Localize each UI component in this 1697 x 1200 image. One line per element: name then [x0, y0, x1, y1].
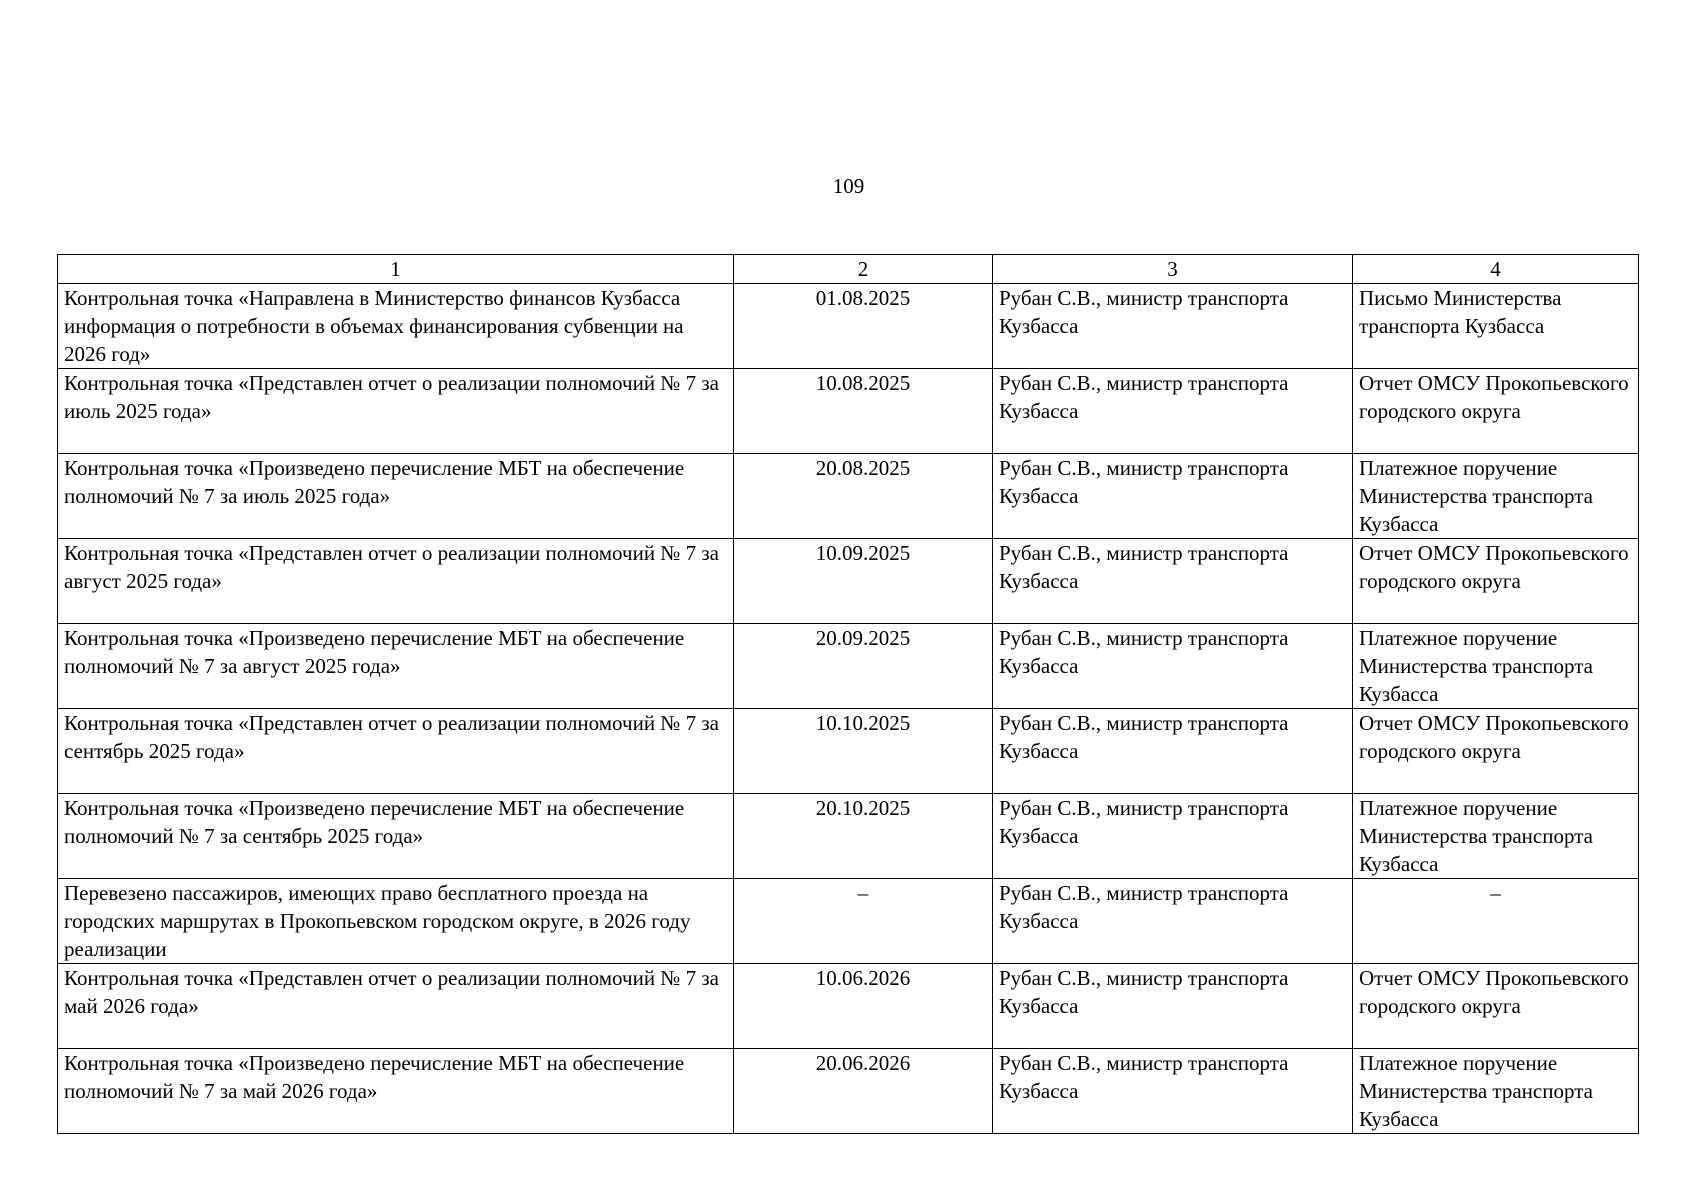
header-col-2: 2 [734, 255, 993, 284]
document-cell: Отчет ОМСУ Прокопьевского городского округа [1353, 369, 1639, 454]
date-cell: 10.06.2026 [734, 964, 993, 1049]
document-cell: Отчет ОМСУ Прокопьевского городского округа [1353, 964, 1639, 1049]
table-row [58, 369, 1639, 454]
header-row [58, 255, 1639, 284]
event-cell: Контрольная точка «Произведено перечисление МБТ на обеспечение полномочий № 7 за август 2025 года» [58, 624, 734, 709]
page-number: 109 [832, 174, 865, 198]
event-cell: Контрольная точка «Произведено перечисление МБТ на обеспечение полномочий № 7 за май 2026 года» [58, 1049, 734, 1134]
event-cell: Контрольная точка «Представлен отчет о реализации полномочий № 7 за сентябрь 2025 года» [58, 709, 734, 794]
responsible-cell: Рубан С.В., министр транспорта Кузбасса [993, 284, 1353, 369]
document-cell: Платежное поручение Министерства транспорта Кузбасса [1353, 794, 1639, 879]
document-cell: Платежное поручение Министерства транспорта Кузбасса [1353, 624, 1639, 709]
date-cell: – [734, 879, 993, 964]
table-row [58, 1049, 1639, 1134]
table-row [58, 709, 1639, 794]
header-col-3: 3 [993, 255, 1353, 284]
table-row [58, 284, 1639, 369]
responsible-cell: Рубан С.В., министр транспорта Кузбасса [993, 1049, 1353, 1134]
event-cell: Контрольная точка «Произведено перечисление МБТ на обеспечение полномочий № 7 за июль 2025 года» [58, 454, 734, 539]
responsible-cell: Рубан С.В., министр транспорта Кузбасса [993, 964, 1353, 1049]
date-cell: 20.06.2026 [734, 1049, 993, 1134]
document-cell: Платежное поручение Министерства транспорта Кузбасса [1353, 1049, 1639, 1134]
document-cell: Платежное поручение Министерства транспорта Кузбасса [1353, 454, 1639, 539]
document-cell: – [1353, 879, 1639, 964]
date-cell: 20.10.2025 [734, 794, 993, 879]
table-body [58, 284, 1639, 1134]
responsible-cell: Рубан С.В., министр транспорта Кузбасса [993, 794, 1353, 879]
responsible-cell: Рубан С.В., министр транспорта Кузбасса [993, 624, 1353, 709]
table-row [58, 624, 1639, 709]
event-cell: Контрольная точка «Произведено перечисление МБТ на обеспечение полномочий № 7 за сентябрь 2025 года» [58, 794, 734, 879]
table-row [58, 454, 1639, 539]
document-cell: Отчет ОМСУ Прокопьевского городского округа [1353, 709, 1639, 794]
event-cell: Контрольная точка «Представлен отчет о реализации полномочий № 7 за июль 2025 года» [58, 369, 734, 454]
responsible-cell: Рубан С.В., министр транспорта Кузбасса [993, 369, 1353, 454]
date-cell: 20.08.2025 [734, 454, 993, 539]
table-row [58, 879, 1639, 964]
table-row [58, 539, 1639, 624]
date-cell: 20.09.2025 [734, 624, 993, 709]
event-cell: Контрольная точка «Направлена в Министерство финансов Кузбасса информация о потребности в объемах финансирования субвенции на 2026 год» [58, 284, 734, 369]
event-cell: Контрольная точка «Представлен отчет о реализации полномочий № 7 за август 2025 года» [58, 539, 734, 624]
date-cell: 10.09.2025 [734, 539, 993, 624]
event-cell: Перевезено пассажиров, имеющих право бесплатного проезда на городских маршрутах в Прокопьевском городском округе, в 2026 году реализации [58, 879, 734, 964]
event-cell: Контрольная точка «Представлен отчет о реализации полномочий № 7 за май 2026 года» [58, 964, 734, 1049]
date-cell: 01.08.2025 [734, 284, 993, 369]
responsible-cell: Рубан С.В., министр транспорта Кузбасса [993, 879, 1353, 964]
date-cell: 10.10.2025 [734, 709, 993, 794]
responsible-cell: Рубан С.В., министр транспорта Кузбасса [993, 709, 1353, 794]
plan-table [57, 254, 1639, 1134]
table-row [58, 964, 1639, 1049]
table-row [58, 794, 1639, 879]
responsible-cell: Рубан С.В., министр транспорта Кузбасса [993, 454, 1353, 539]
document-cell: Отчет ОМСУ Прокопьевского городского округа [1353, 539, 1639, 624]
document-cell: Письмо Министерства транспорта Кузбасса [1353, 284, 1639, 369]
date-cell: 10.08.2025 [734, 369, 993, 454]
header-col-1: 1 [58, 255, 734, 284]
header-col-4: 4 [1353, 255, 1639, 284]
table-header [58, 255, 1639, 284]
responsible-cell: Рубан С.В., министр транспорта Кузбасса [993, 539, 1353, 624]
